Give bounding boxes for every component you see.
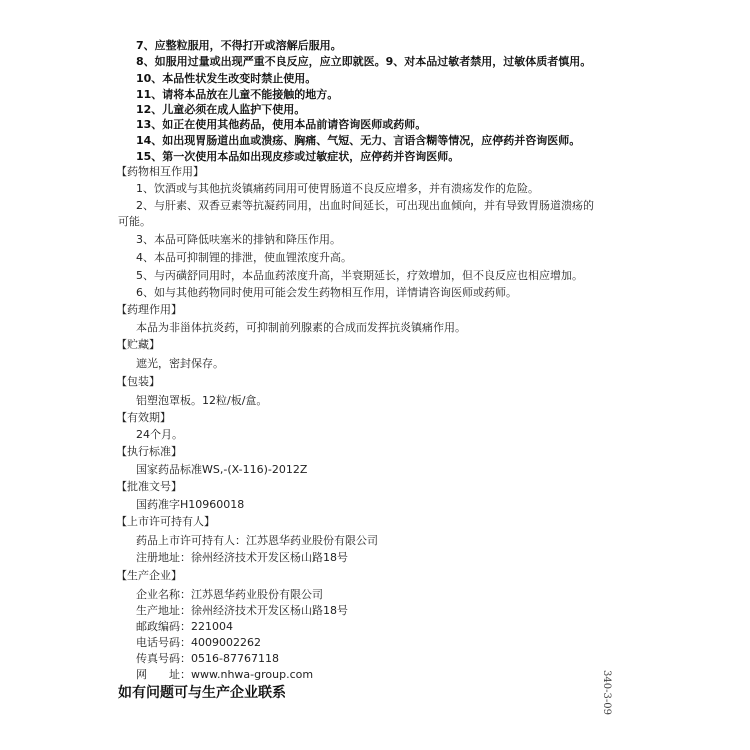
- interaction-item: 2、与肝素、双香豆素等抗凝药同用，出血时间延长，可出现出血倾向，并有导致胃肠道溃疡的: [136, 199, 594, 212]
- section-title-approval: 【批准文号】: [116, 480, 182, 493]
- manufacturer-line: 企业名称：江苏恩华药业股份有限公司: [136, 588, 323, 601]
- section-title-manufacturer: 【生产企业】: [116, 569, 182, 582]
- precaution-item: 15、第一次使用本品如出现皮疹或过敏症状，应停药并咨询医师。: [136, 150, 460, 163]
- precaution-item: 7、应整粒服用，不得打开或溶解后服用。: [136, 39, 342, 52]
- standard-text: 国家药品标准WS,-(X-116)-2012Z: [136, 463, 308, 476]
- interaction-item: 6、如与其他药物同时使用可能会发生药物相互作用，详情请咨询医师或药师。: [136, 286, 517, 299]
- section-title-pharmacology: 【药理作用】: [116, 303, 182, 316]
- manufacturer-line: 邮政编码：221004: [136, 620, 233, 633]
- section-title-holder: 【上市许可持有人】: [116, 515, 215, 528]
- interaction-item: 1、饮酒或与其他抗炎镇痛药同用可使胃肠道不良反应增多，并有溃疡发作的危险。: [136, 182, 539, 195]
- footer-contact-note: 如有问题可与生产企业联系: [118, 685, 286, 701]
- interaction-item: 4、本品可抑制锂的排泄，使血锂浓度升高。: [136, 251, 352, 264]
- print-code: 340-3-09: [601, 670, 612, 715]
- manufacturer-line: 电话号码：4009002262: [136, 636, 261, 649]
- approval-text: 国药准字H10960018: [136, 498, 245, 511]
- precaution-item: 11、请将本品放在儿童不能接触的地方。: [136, 88, 339, 101]
- precaution-item: 13、如正在使用其他药品，使用本品前请咨询医师或药师。: [136, 118, 427, 131]
- precaution-item: 12、儿童必须在成人监护下使用。: [136, 103, 306, 116]
- package-text: 铝塑泡罩板。12粒/板/盒。: [136, 394, 268, 407]
- section-title-storage: 【贮藏】: [116, 338, 160, 351]
- interaction-item: 3、本品可降低呋塞米的排钠和降压作用。: [136, 233, 341, 246]
- section-title-interactions: 【药物相互作用】: [116, 165, 204, 178]
- section-title-shelf-life: 【有效期】: [116, 411, 171, 424]
- precaution-item: 8、如服用过量或出现严重不良反应，应立即就医。9、对本品过敏者禁用，过敏体质者慎用。: [136, 55, 592, 68]
- manufacturer-line: 网 址：www.nhwa-group.com: [136, 668, 314, 681]
- holder-line: 药品上市许可持有人：江苏恩华药业股份有限公司: [136, 534, 378, 547]
- section-title-package: 【包装】: [116, 375, 160, 388]
- precaution-item: 14、如出现胃肠道出血或溃疡、胸痛、气短、无力、言语含糊等情况，应停药并咨询医师。: [136, 134, 581, 147]
- section-title-standard: 【执行标准】: [116, 445, 182, 458]
- pharmacology-text: 本品为非甾体抗炎药，可抑制前列腺素的合成而发挥抗炎镇痛作用。: [136, 321, 466, 334]
- manufacturer-line: 传真号码：0516-87767118: [136, 652, 279, 665]
- shelf-life-text: 24个月。: [136, 428, 183, 441]
- storage-text: 遮光，密封保存。: [136, 357, 224, 370]
- interaction-item: 5、与丙磺舒同用时，本品血药浓度升高，半衰期延长，疗效增加，但不良反应也相应增加。: [136, 269, 583, 282]
- interaction-item: 可能。: [118, 215, 151, 228]
- manufacturer-line: 生产地址：徐州经济技术开发区杨山路18号: [136, 604, 348, 617]
- holder-line: 注册地址：徐州经济技术开发区杨山路18号: [136, 551, 348, 564]
- precaution-item: 10、本品性状发生改变时禁止使用。: [136, 72, 317, 85]
